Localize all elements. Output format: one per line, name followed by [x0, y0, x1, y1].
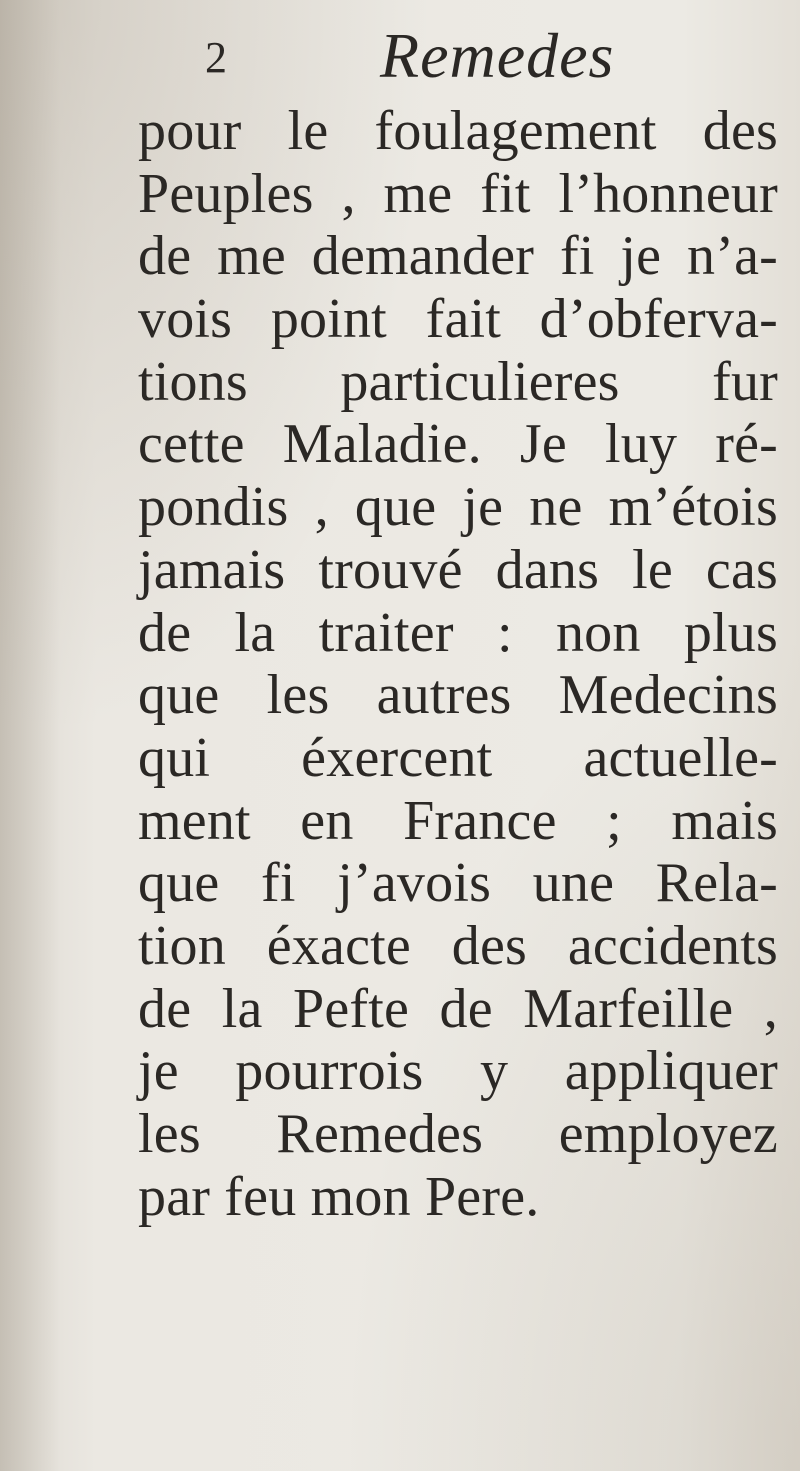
- text-line: Peuples , me fit l’honneur: [138, 162, 778, 225]
- body-text: [138, 100, 778, 1228]
- page-header: [0, 18, 800, 98]
- text-line: qui éxercent actuelle-: [138, 726, 778, 789]
- text-line: de la traiter : non plus: [138, 601, 778, 664]
- text-line: que fi j’avois une Rela-: [138, 852, 778, 915]
- text-line: cette Maladie. Je luy ré-: [138, 413, 778, 476]
- running-head: Remedes: [380, 20, 615, 91]
- text-line: que les autres Medecins: [138, 664, 778, 727]
- text-line: les Remedes employez: [138, 1103, 778, 1165]
- page-number: 2: [205, 33, 227, 82]
- text-line: par feu mon Pere.: [138, 1165, 540, 1228]
- text-line: jamais trouvé dans le cas: [138, 538, 778, 601]
- page-edge-shadow: [0, 0, 60, 1471]
- text-line: ment en France ; mais: [138, 789, 778, 852]
- text-line: tions particulieres fur: [138, 350, 778, 413]
- text-line: vois point fait d’obferva-: [138, 288, 778, 351]
- text-line: je pourrois y appliquer: [138, 1040, 778, 1103]
- text-line: pour le foulagement des: [138, 100, 778, 162]
- text-line: de la Pefte de Marfeille ,: [138, 977, 778, 1040]
- text-line: tion éxacte des accidents: [138, 914, 778, 977]
- text-line: de me demander fi je n’a-: [138, 225, 778, 288]
- text-line: pondis , que je ne m’étois: [138, 476, 778, 539]
